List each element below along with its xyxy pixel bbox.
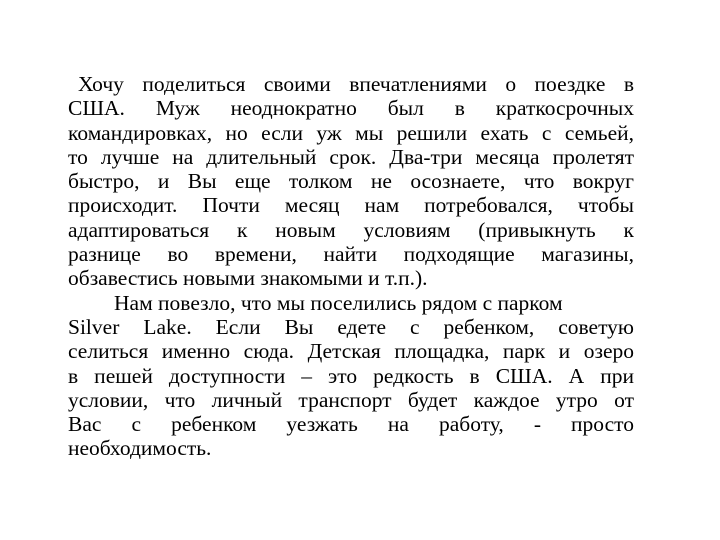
- paragraph-line: США. Муж неоднократно был в краткосрочных: [68, 96, 634, 121]
- paragraph-line: селиться именно сюда. Детская площадка, парк и озеро: [68, 339, 634, 364]
- paragraph-line: то лучше на длительный срок. Два-три месяца пролетят: [68, 144, 634, 169]
- paragraph-line: Нам повезло, что мы поселились рядом с парком: [114, 290, 563, 315]
- paragraph-line: Silver Lake. Если Вы едете с ребенком, советую: [68, 314, 634, 339]
- paragraph-2: [68, 291, 634, 461]
- paragraph-line: необходимость.: [68, 436, 212, 461]
- paragraph-line: командировках, но если уж мы решили ехать с семьей,: [68, 120, 634, 145]
- paragraph-line: в пешей доступности – это редкость в США. А при: [68, 363, 634, 388]
- paragraph-line: происходит. Почти месяц нам потребовался, чтобы: [68, 193, 634, 218]
- paragraph-line: Вас с ребенком уезжать на работу, - просто: [68, 412, 634, 437]
- paragraph-line: адаптироваться к новым условиям (привыкнуть к: [68, 217, 634, 242]
- paragraph-line: обзавестись новыми знакомыми и т.п.).: [68, 266, 428, 291]
- text-block: [68, 72, 634, 461]
- paragraph-1: [68, 72, 634, 291]
- paragraph-line: Хочу поделиться своими впечатлениями о поездке в: [78, 72, 634, 96]
- paragraph-line: разнице во времени, найти подходящие магазины,: [68, 242, 634, 267]
- paragraph-line: быстро, и Вы еще толком не осознаете, что вокруг: [68, 169, 634, 194]
- paragraph-line: условии, что личный транспорт будет каждое утро от: [68, 387, 634, 412]
